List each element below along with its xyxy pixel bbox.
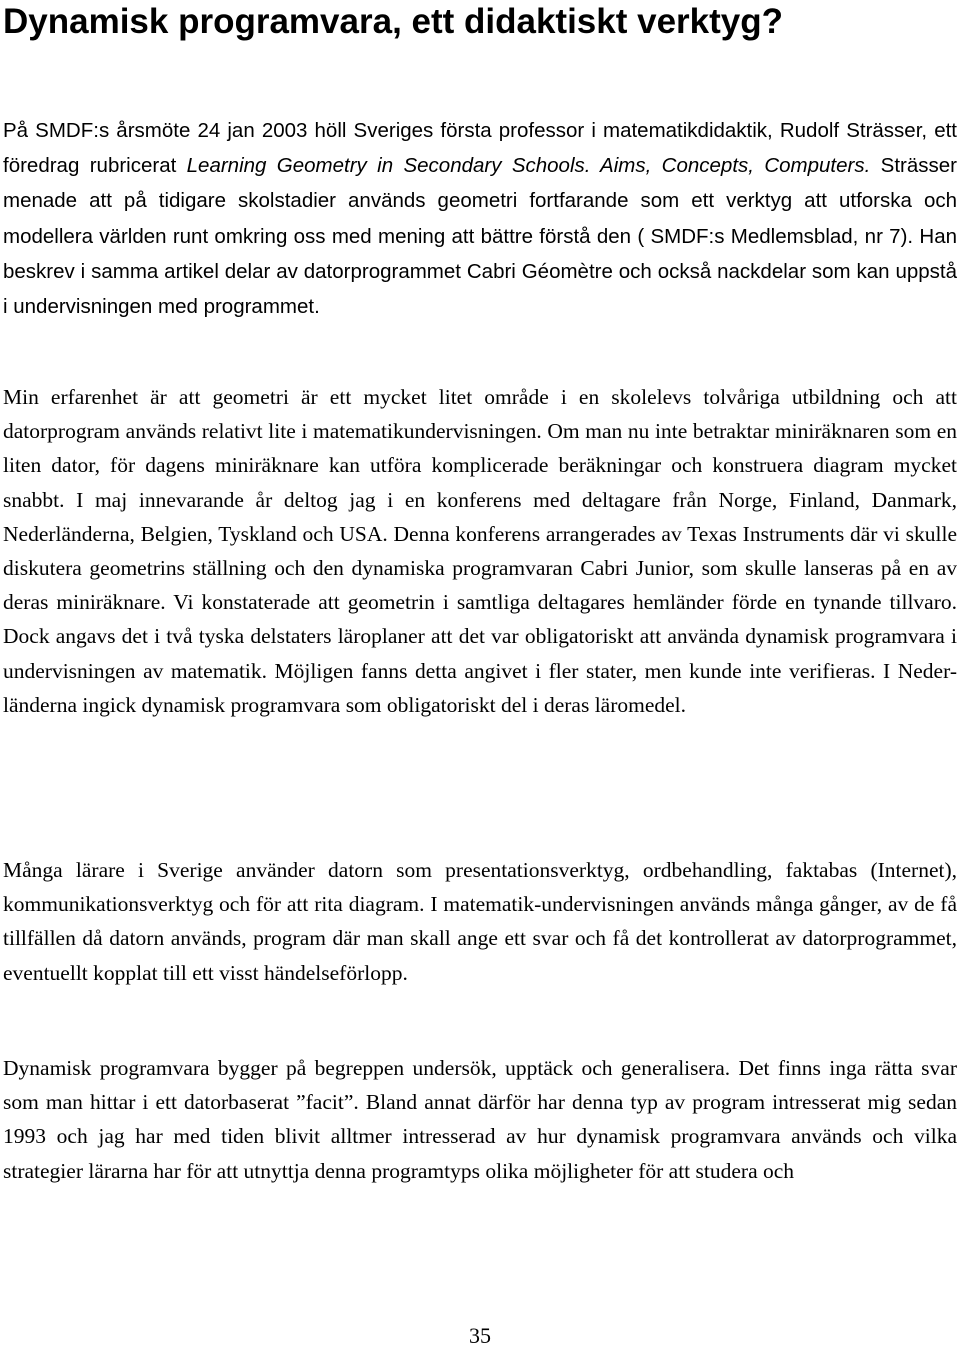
paragraph-4: Dynamisk programvara bygger på begreppen undersök, upptäck och generalisera. Det finns inga rätta svar som man hittar i ett datorbaserat ”facit”. Bland annat därför har denna typ av program intresserat mig sedan 1993 och jag har med tiden blivit alltmer intresserad av hur dynamisk programvara används och vilka strategier lärarna har för att utnyttja denna programtyps olika möjligheter för att studera och bbox=[3, 1056, 957, 1183]
paragraph-2: Min erfarenhet är att geometri är ett mycket litet område i en skolelevs tolvåriga utbildning och att datorprogram används relativt lite i matematikundervisningen. Om man nu inte betraktar miniräknaren som en liten dator, för dagens miniräknare kan utföra komplicerade beräkningar och konstruera diagram mycket snabbt. I maj innevarande år deltog jag i en konferens med deltagare från Norge, Finland, Danmark, Nederländerna, Belgien, Tyskland och USA. Denna konferens arrangerades av Texas Instruments där vi skulle diskutera geometrins ställning och den dynamiska programvaran Cabri Junior, som skulle lanseras på en av deras miniräknare. Vi konstaterade att geometrin i samtliga deltagares hemländer förde en tynande tillvaro. Dock angavs det i två tyska delstaters läroplaner att det var obligatoriskt att använda dynamisk programvara i undervisningen av matematik. Möjligen fanns detta angivet i fler stater, men kunde inte verifieras. I Neder-länderna ingick dynamisk programvara som obligatoriskt del i deras läromedel. bbox=[3, 385, 957, 717]
page-number: 35 bbox=[469, 1323, 491, 1348]
paragraph-1-italic-title: Learning Geometry in Secondary Schools. Aims, Concepts, Computers. bbox=[186, 154, 871, 178]
paragraph-1 bbox=[3, 113, 957, 324]
paragraph-3: Många lärare i Sverige använder datorn som presentationsverktyg, ordbehandling, faktabas (Internet), kommunikationsverktyg och för att rita diagram. I matematik-undervisningen används många gånger, av de få tillfällen då datorn används, program där man skall ange ett svar och få det kontrollerat av datorprogrammet, eventuellt kopplat till ett visst händelseförlopp. bbox=[3, 858, 957, 985]
paragraph-1-text-2: Strässer menade att på tidigare skolstadier används geometri fortfarande som ett verktyg att utforska och modellera världen runt omkring oss med mening att bättre förstå den ( SMDF:s Medlemsblad, nr 7). Han beskrev i samma artikel delar av datorprogrammet Cabri Géomètre och också nackdelar som kan uppstå i undervisningen med programmet. bbox=[3, 154, 957, 319]
paragraph-1-text-1: På SMDF:s årsmöte 24 jan 2003 höll Sveriges första professor i matematikdidaktik, Rudolf Strässer, ett föredrag rubricerat bbox=[3, 119, 957, 178]
document-title: Dynamisk programvara, ett didaktiskt verktyg? bbox=[3, 2, 784, 41]
